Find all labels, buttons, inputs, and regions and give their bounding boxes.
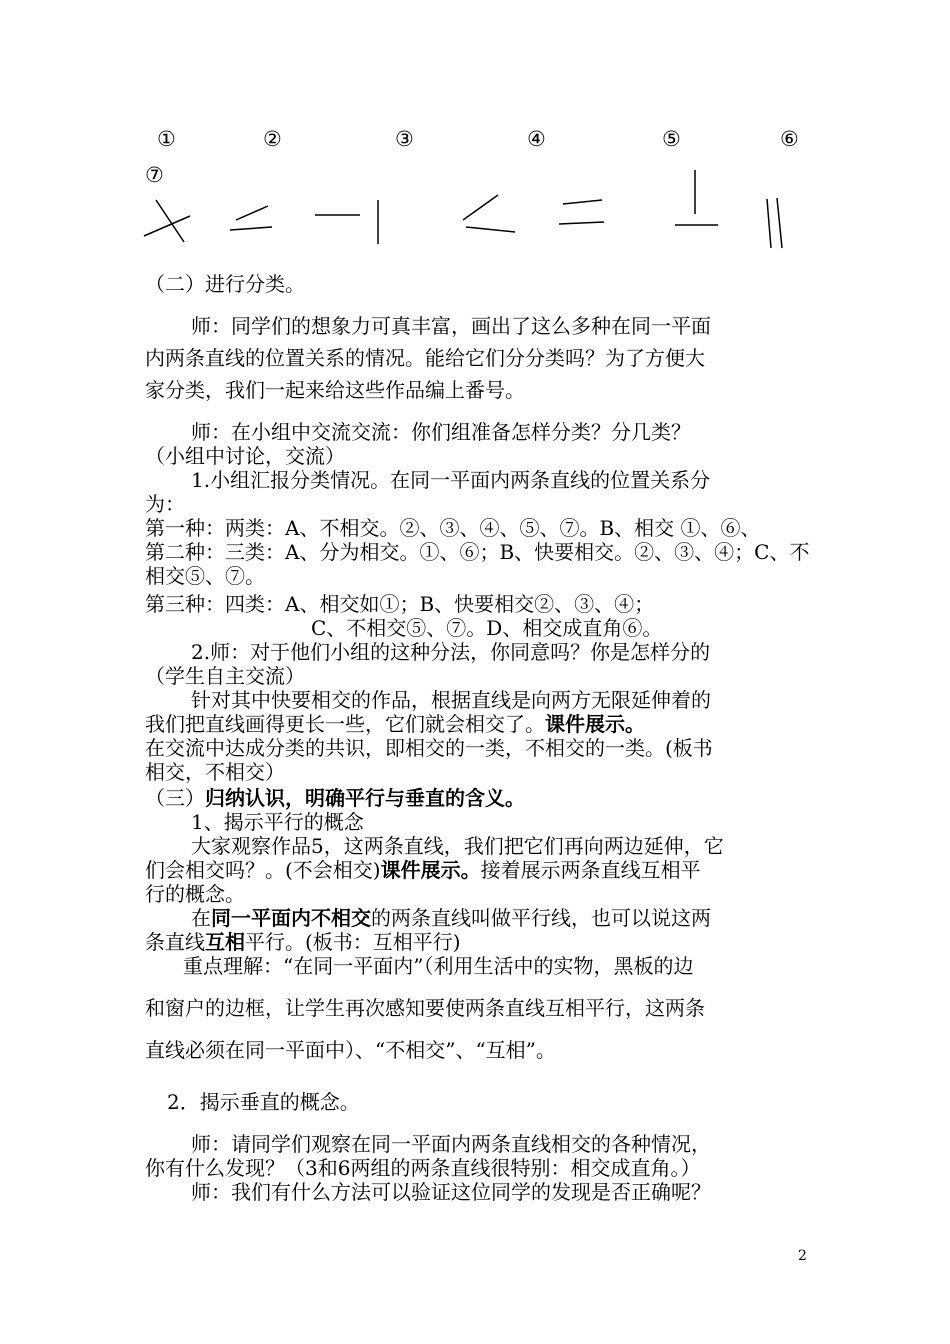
text-line: 1、揭示平行的概念 [191,810,364,834]
text-span: 平行。(板书：互相平行) [245,930,461,954]
text-line: 第二种：三类：A、分为相交。①、⑥；B、快要相交。②、③、④；C、不 [145,540,810,564]
figure-number-6: ⑥ [780,127,799,151]
text-line: 相交⑤、⑦。 [145,564,265,588]
figure-4-angle-lines [463,195,515,232]
text-line: 师：同学们的想象力可真丰富，画出了这么多种在同一平面 [191,314,711,338]
text-span: 在 [191,906,211,930]
text-line: 第三种：四类：A、相交如①；B、快要相交②、③、④； [145,592,655,616]
text-line: （学生自主交流） [145,664,305,688]
text-line: 大家观察作品5，这两条直线，我们把它们再向两边延伸，它 [191,834,724,858]
figure-7-parallel-lines [767,198,782,248]
text-span: 。(不会相交) [265,858,381,882]
section-number: （三） [145,786,205,810]
key-phrase: 互相 [205,930,245,954]
courseware-display-label: 课件展示。 [380,858,481,882]
figure-number-2: ② [263,127,282,151]
text-line: （二）进行分类。 [145,272,305,296]
figure-1-crossing-lines [144,200,190,242]
text-line: 行的概念。 [145,882,245,906]
figure-number-3: ③ [395,127,414,151]
figure-5-parallel-lines [559,200,604,224]
text-span: 我们把直线画得更长一些，它们就会相交了。 [145,712,545,736]
text-line: 师：请同学们观察在同一平面内两条直线相交的各种情况， [191,1132,711,1156]
figure-6-perpendicular-lines [675,170,718,225]
text-line: 重点理解：“在同一平面内”（利用生活中的实物，黑板的边 [183,954,694,978]
text-span: 的两条直线叫做平行线，也可以说这两 [371,906,711,930]
text-line: 内两条直线的位置关系的情况。能给它们分分类吗？为了方便大 [145,346,705,370]
text-line: 家分类，我们一起来给这些作品编上番号。 [145,378,525,402]
text-line: 相交，不相交） [145,760,285,784]
figure-number-7: ⑦ [145,163,164,187]
figure-2-converging-lines [230,206,272,230]
text-span: 条直线 [145,930,205,954]
text-line: 你有什么发现？（3和6两组的两条直线很特别：相交成直角。） [145,1156,701,1180]
text-line [145,712,810,736]
text-line: 和窗户的边框，让学生再次感知要使两条直线互相平行，这两条 [145,996,705,1020]
key-phrase: 同一平面内不相交 [211,906,371,930]
page-number: 2 [798,1248,807,1264]
figure-3-near-perpendicular [315,200,378,244]
section-heading [145,786,810,810]
text-span: 们会相交吗？ [145,858,265,882]
text-line: 直线必须在同一平面中）、“不相交”、“互相”。 [145,1038,556,1062]
text-line [145,858,810,882]
figure-number-1: ① [157,127,176,151]
text-line: 在交流中达成分类的共识，即相交的一类，不相交的一类。(板书 [145,736,713,760]
line-position-diagrams [140,164,800,256]
text-line: 1.小组汇报分类情况。在同一平面内两条直线的位置关系分 [191,468,711,492]
section-title: 归纳认识，明确平行与垂直的含义。 [205,786,525,810]
subsection-heading: 2．揭示垂直的概念。 [167,1090,360,1114]
text-line [145,906,856,930]
text-line [145,930,810,954]
text-line: 针对其中快要相交的作品，根据直线是向两方无限延伸着的 [191,688,711,712]
text-line: 为： [145,492,185,516]
courseware-display-label: 课件展示。 [545,712,645,736]
text-line: （小组中讨论，交流） [145,444,345,468]
text-line: 2.师：对于他们小组的这种分法，你同意吗？你是怎样分的 [191,640,711,664]
text-span: 接着展示两条直线互相平 [480,858,701,882]
text-line: 师：在小组中交流交流：你们组准备怎样分类？分几类？ [191,420,691,444]
text-line: C、不相交⑤、⑦。D、相交成直角⑥。 [311,616,663,640]
text-line: 师：我们有什么方法可以验证这位同学的发现是否正确呢？ [191,1180,711,1204]
figure-number-4: ④ [527,127,546,151]
figure-number-5: ⑤ [662,127,681,151]
text-line: 第一种：两类：A、不相交。②、③、④、⑤、⑦。B、相交 ①、⑥、 [145,516,761,540]
